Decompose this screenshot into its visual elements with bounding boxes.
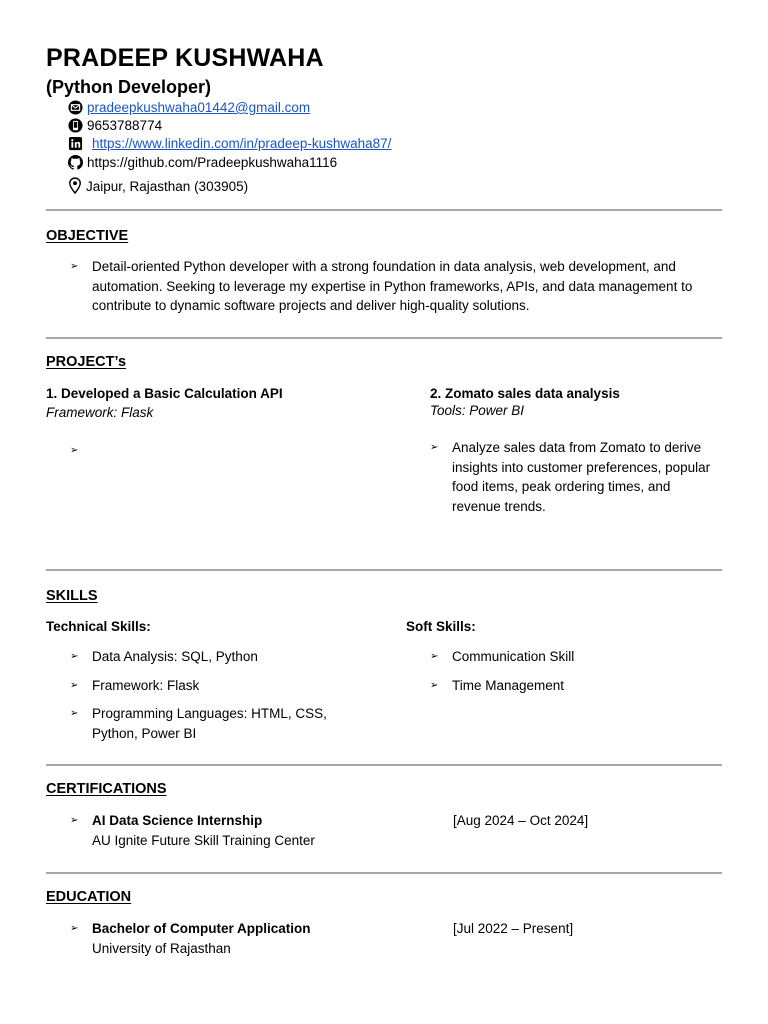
technical-skill-item: [70, 647, 350, 667]
phone-number: 9653788774: [87, 118, 163, 133]
email-link[interactable]: pradeepkushwaha01442@gmail.com: [87, 100, 311, 115]
soft-skill-item: [430, 676, 710, 696]
linkedin-icon: [68, 136, 83, 151]
bullet-arrow-icon: ➢: [430, 680, 439, 691]
technical-skill-text: Framework: Flask: [92, 678, 200, 693]
objective-text: Detail-oriented Python developer with a strong foundation in data analysis, web development, and automation. Seeking to leverage my expertise in Python frameworks, APIs, and data management to contribute to dynamic software projects and deliver high-quality solutions.: [92, 259, 693, 313]
project-1-title: 1. Developed a Basic Calculation API: [46, 386, 283, 401]
project-1-description: [92, 441, 370, 461]
location-text: Jaipur, Rajasthan (303905): [86, 178, 249, 194]
certifications-heading: CERTIFICATIONS: [46, 781, 167, 797]
bullet-arrow-icon: ➢: [70, 708, 79, 719]
soft-skill-text: Time Management: [452, 678, 565, 693]
github-row: [68, 155, 337, 170]
technical-skill-item: [70, 704, 340, 743]
project-2-title: 2. Zomato sales data analysis: [430, 386, 620, 401]
linkedin-row: [68, 136, 391, 151]
education-dates: [Jul 2022 – Present]: [453, 921, 574, 936]
technical-skills-label: Technical Skills:: [46, 619, 151, 634]
candidate-role: (Python Developer): [46, 77, 212, 97]
project-2-tools: Tools: Power BI: [430, 403, 525, 418]
soft-skills-label: Soft Skills:: [406, 619, 476, 634]
bullet-arrow-icon: ➢: [70, 651, 79, 662]
section-divider: [46, 872, 722, 874]
bullet-arrow-icon: ➢: [70, 261, 79, 272]
technical-skill-item: [70, 676, 350, 696]
section-divider: [46, 337, 722, 339]
objective-heading: OBJECTIVE: [46, 228, 129, 244]
degree-title: Bachelor of Computer Application: [92, 921, 311, 936]
soft-skill-text: Communication Skill: [452, 649, 575, 664]
project-2-description: Analyze sales data from Zomato to derive insights into customer preferences, popular food items, peak ordering times, and revenue trends.: [452, 440, 711, 514]
linkedin-link[interactable]: https://www.linkedin.com/in/pradeep-kushwaha87/: [92, 136, 392, 151]
skills-heading: SKILLS: [46, 588, 98, 604]
technical-skill-text: Programming Languages: HTML, CSS, Python, Power BI: [92, 706, 327, 741]
education-item: [70, 919, 430, 958]
section-divider: [46, 764, 722, 766]
bullet-arrow-icon: ➢: [70, 445, 79, 456]
mail-icon: [68, 100, 83, 115]
bullet-arrow-icon: ➢: [70, 923, 79, 934]
school-name: University of Rajasthan: [92, 940, 231, 956]
phone-icon: [68, 118, 83, 133]
education-heading: EDUCATION: [46, 889, 132, 905]
project-2-bullet: [430, 438, 720, 516]
certification-item: [70, 811, 430, 850]
section-divider: [46, 569, 722, 571]
certification-title: AI Data Science Internship: [92, 813, 263, 828]
bullet-arrow-icon: ➢: [430, 442, 439, 453]
section-divider: [46, 209, 722, 211]
candidate-name: PRADEEP KUSHWAHA: [46, 44, 324, 72]
location-pin-icon: [68, 177, 82, 195]
certification-org: AU Ignite Future Skill Training Center: [92, 832, 315, 848]
location-row: [68, 177, 248, 195]
soft-skill-item: [430, 647, 710, 667]
bullet-arrow-icon: ➢: [70, 680, 79, 691]
github-icon: [68, 155, 83, 170]
projects-heading: PROJECT’s: [46, 354, 127, 370]
github-url: https://github.com/Pradeepkushwaha1116: [87, 155, 338, 170]
email-row: [68, 100, 310, 115]
bullet-arrow-icon: ➢: [70, 815, 79, 826]
project-1-bullet: [70, 441, 370, 461]
objective-bullet: [70, 257, 720, 316]
bullet-arrow-icon: ➢: [430, 651, 439, 662]
phone-row: [68, 118, 162, 133]
technical-skill-text: Data Analysis: SQL, Python: [92, 649, 258, 664]
certification-dates: [Aug 2024 – Oct 2024]: [453, 813, 589, 828]
project-1-framework: Framework: Flask: [46, 405, 154, 420]
